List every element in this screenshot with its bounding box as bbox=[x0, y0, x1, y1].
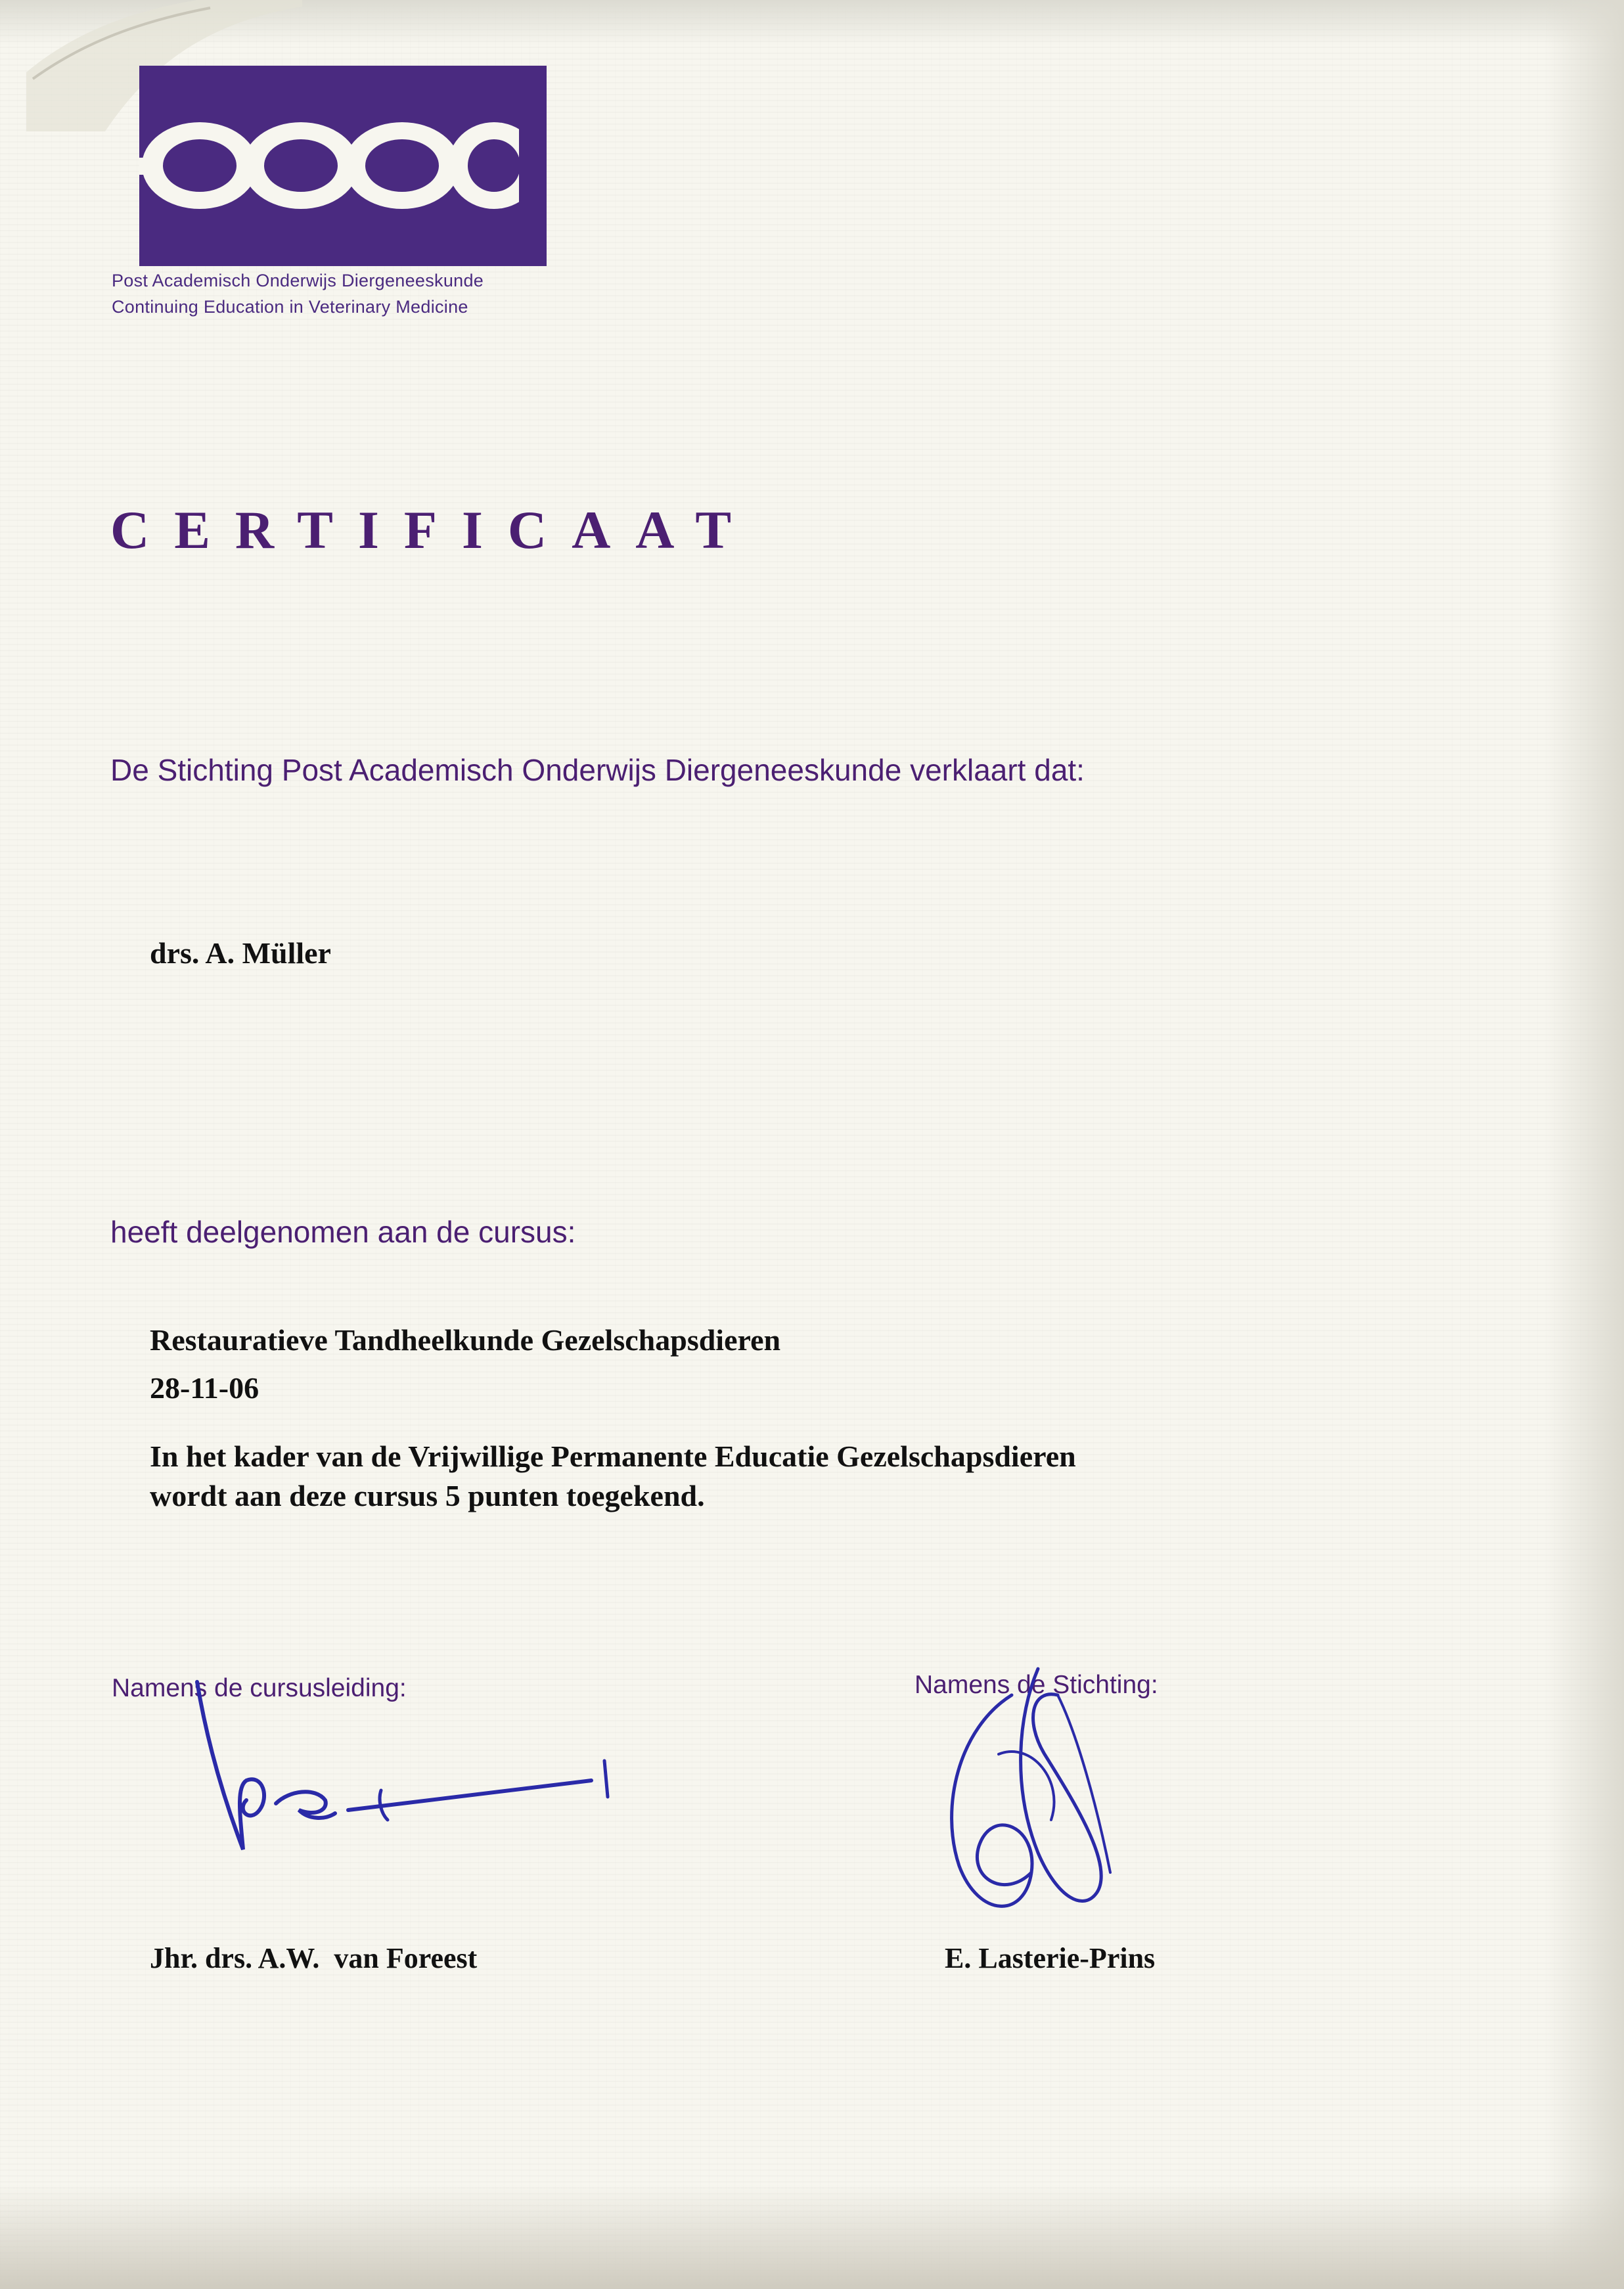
intro-statement: De Stichting Post Academisch Onderwijs Diergeneeskunde verklaart dat: bbox=[110, 753, 1085, 787]
signature-label-course-leadership: Namens de cursusleiding: bbox=[112, 1674, 407, 1702]
signer-name-left: Jhr. drs. A.W. van Foreest bbox=[150, 1942, 478, 1974]
paper-edge-right bbox=[1545, 0, 1624, 2289]
recipient-name: drs. A. Müller bbox=[150, 936, 331, 970]
signature-label-foundation: Namens de Stichting: bbox=[914, 1671, 1158, 1699]
handwritten-signature-right bbox=[933, 1656, 1150, 1945]
paper-edge-bottom bbox=[0, 2184, 1624, 2289]
points-statement-line1: In het kader van de Vrijwillige Permanente Educatie Gezelschapsdieren bbox=[150, 1439, 1076, 1473]
course-name: Restauratieve Tandheelkunde Gezelschapsdieren bbox=[150, 1323, 781, 1357]
handwritten-signature-left bbox=[184, 1669, 631, 1886]
course-date: 28-11-06 bbox=[150, 1371, 259, 1405]
certificate-title: CERTIFICAAT bbox=[110, 500, 757, 560]
logo-subtitle-dutch: Post Academisch Onderwijs Diergeneeskunde bbox=[112, 271, 484, 290]
participation-statement: heeft deelgenomen aan de cursus: bbox=[110, 1215, 576, 1249]
logo-subtitle-english: Continuing Education in Veterinary Medicine bbox=[112, 297, 468, 317]
signer-name-right: E. Lasterie-Prins bbox=[945, 1942, 1156, 1974]
paod-logo bbox=[139, 66, 547, 266]
points-statement-line2: wordt aan deze cursus 5 punten toegekend. bbox=[150, 1479, 705, 1512]
